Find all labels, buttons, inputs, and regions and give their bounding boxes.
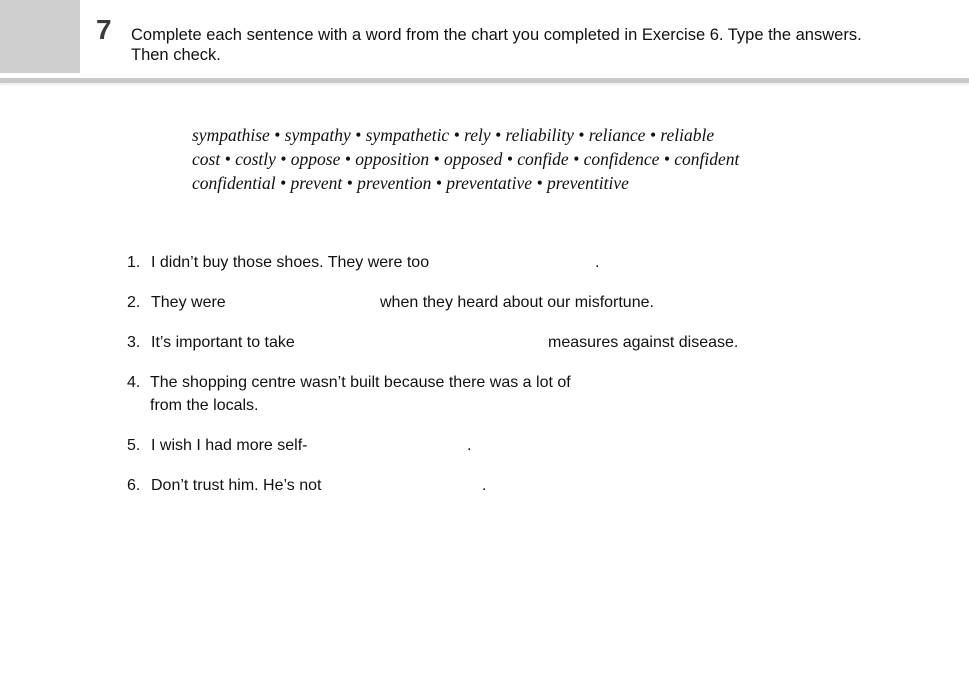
instructions-line-2: Then check. <box>131 46 221 64</box>
question-text-after: . <box>482 477 487 494</box>
answer-input-4[interactable] <box>601 370 755 396</box>
question-text-after: when they heard about our misfortune. <box>380 294 654 311</box>
question-text-before: Don’t trust him. He’s not <box>151 477 322 494</box>
word-box-line-2: cost • costly • oppose • opposition • opposed • confide • confidence • confident <box>192 149 740 169</box>
question-text-after: . <box>467 437 472 454</box>
question-number: 4. <box>127 374 141 391</box>
header-grey-block <box>0 0 80 73</box>
instructions-line-1: Complete each sentence with a word from the chart you completed in Exercise 6. Type the answers. <box>131 26 862 44</box>
question-number: 1. <box>127 254 141 271</box>
exercise-instructions <box>131 25 951 65</box>
question-number: 3. <box>127 334 141 351</box>
question-5 <box>127 434 747 458</box>
question-text-before: The shopping centre wasn’t built because there was a lot of <box>150 374 571 391</box>
question-2 <box>127 291 747 315</box>
word-box-line-3: confidential • prevent • prevention • preventative • preventitive <box>192 173 629 193</box>
question-number: 6. <box>127 477 141 494</box>
word-box-line-1: sympathise • sympathy • sympathetic • rely • reliability • reliance • reliable <box>192 125 715 145</box>
question-text-after: measures against disease. <box>548 334 739 351</box>
answer-input-1[interactable] <box>447 250 600 276</box>
question-4 <box>127 371 827 417</box>
question-6 <box>127 474 747 498</box>
answer-input-3[interactable] <box>311 330 549 356</box>
exercise-number: 7 <box>96 14 112 45</box>
question-text-before: I wish I had more self- <box>151 437 308 454</box>
question-text-before: It’s important to take <box>151 334 295 351</box>
answer-input-5[interactable] <box>319 433 472 459</box>
question-text-before: They were <box>151 294 226 311</box>
header-divider <box>0 78 969 83</box>
question-1 <box>127 251 747 275</box>
answer-input-6[interactable] <box>334 473 487 499</box>
exercise-header <box>0 0 969 78</box>
question-text-after: from the locals. <box>150 397 259 414</box>
question-3 <box>127 331 767 355</box>
word-box <box>192 123 912 195</box>
question-number: 2. <box>127 294 141 311</box>
question-text-before: I didn’t buy those shoes. They were too <box>151 254 430 271</box>
question-text-after: . <box>595 254 600 271</box>
question-number: 5. <box>127 437 141 454</box>
answer-input-2[interactable] <box>233 290 381 316</box>
